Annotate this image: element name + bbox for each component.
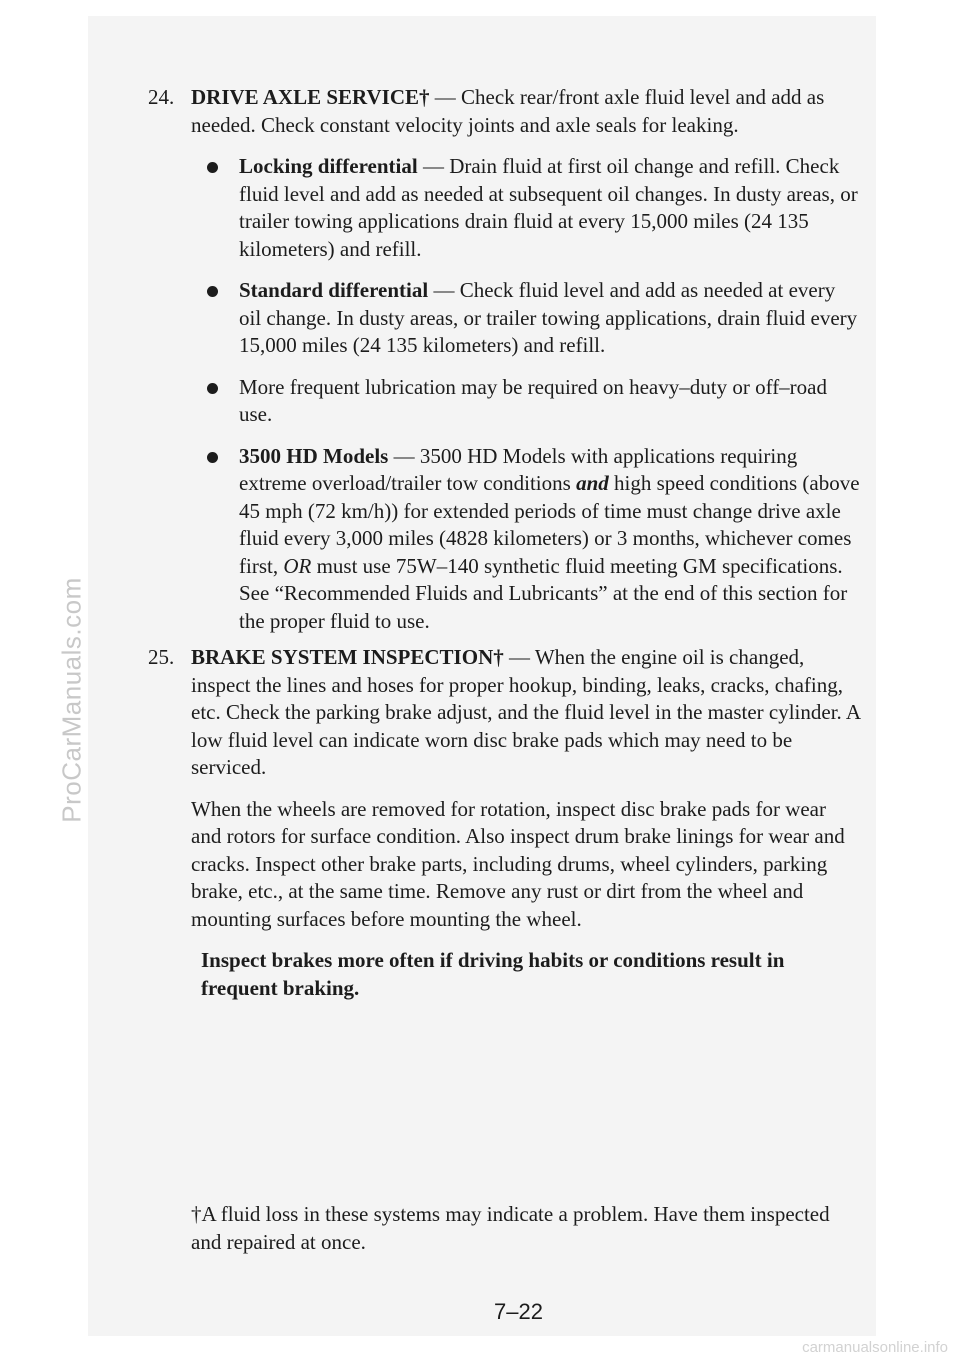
bullet-text: More frequent lubrication may be required on heavy–duty or off–road use. [239,374,827,426]
bullet-dot [207,452,218,463]
bullet-dot [207,286,218,297]
bullet-3500-hd-models [191,443,860,636]
item-24 [148,84,860,139]
bullet-locking-differential [191,153,860,263]
page-number: 7–22 [494,1299,543,1324]
emphasis-or: OR [283,553,312,578]
bullet-dot [207,162,218,173]
item-title: BRAKE SYSTEM INSPECTION† [191,645,504,669]
emphasis-and: and [576,471,609,495]
page-content [148,84,860,1002]
item-number: 25. [148,645,175,669]
bullet-title: Standard differential [239,278,429,302]
bullet-title: Locking differential [239,154,418,178]
footnote: †A fluid loss in these systems may indicate a problem. Have them inspected and repaired at once. [191,1202,830,1254]
bottom-watermark: carmanualsonline.info [802,1339,948,1356]
bullet-title: 3500 HD Models [239,443,389,468]
brake-warning: Inspect brakes more often if driving habits or conditions result in frequent braking. [201,948,785,1000]
item-25 [148,644,860,782]
brake-paragraph-2: When the wheels are removed for rotation, inspect disc brake pads for wear and rotors for surface condition. Also inspect drum brake linings for wear and cracks. Inspect other brake parts, including drums, wheel cylinders, parking brake, etc., at the same time. Remove any rust or dirt from the wheel and mounting surfaces before mounting the wheel. [191,796,845,931]
item-text: — Check rear/front axle fluid level and add as needed. Check constant velocity joints and axle seals for leaking. [191,85,825,137]
bullet-text: high speed conditions (above 45 mph (72 km/h)) for extended periods of time must change drive axle fluid every 3,000 miles (4828 kilometers) or 3 months, whichever comes first, [239,471,860,578]
brake-paragraph-3 [191,947,860,1002]
bullet-standard-differential [191,277,860,360]
watermark: ProCarManuals.com [56,577,87,823]
item-text: — When the engine oil is changed, inspect the lines and hoses for proper hookup, binding, leaks, cracks, chafing, etc. Check the parking brake adjust, and the fluid level in the master cylinder. A low fluid level can indicate worn disc brake pads which may need to be serviced. [191,645,860,779]
bullet-text: must use 75W–140 synthetic fluid meeting GM specifications. See “Recommended Fluids and Lubricants” at the end of this section for the proper fluid to use. [239,553,848,633]
item-number: 24. [148,85,175,109]
bullet-text: — Check fluid level and add as needed at every oil change. In dusty areas, or trailer towing applications, drain fluid every 15,000 miles (24 135 kilometers) and refill. [239,278,858,357]
bullet-text: — Drain fluid at first oil change and refill. Check fluid level and add as needed at subsequent oil changes. In dusty areas, or trailer towing applications drain fluid at every 15,000 miles (24 135 kilometers) and refill. [239,154,858,261]
bullet-text: — 3500 HD Models with applications requiring extreme overload/trailer tow conditions [239,443,798,495]
bullet-dot [207,383,218,394]
item-title: DRIVE AXLE SERVICE† [191,85,430,109]
bullet-lubrication [191,374,860,429]
